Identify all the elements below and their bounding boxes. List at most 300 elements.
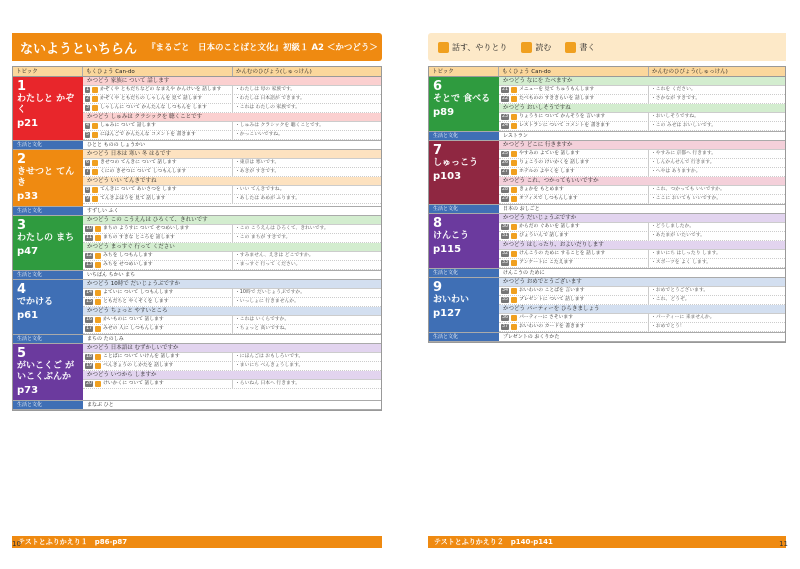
culture-row — [429, 333, 785, 342]
example-text: ・この まちが すきです。 — [235, 235, 291, 240]
page-number: 10 — [12, 540, 21, 548]
culture-row — [13, 401, 381, 410]
table-row — [83, 159, 381, 168]
table-row — [83, 353, 381, 362]
skill-icon — [511, 260, 517, 266]
example-text: ・東京は 寒いです。 — [235, 160, 280, 165]
example-text: ・らいねん 日本へ 行きます。 — [235, 381, 301, 386]
unit-number: 5 — [17, 346, 27, 361]
right-page — [400, 0, 800, 569]
example-text: ・かっこいいですね。 — [235, 132, 283, 137]
cando-cell — [83, 261, 233, 269]
column-example: かんむのひびょう(しゅっけん) — [652, 69, 728, 75]
legend-speak — [438, 42, 507, 53]
table-row — [83, 261, 381, 270]
table-row — [499, 323, 785, 332]
unit-block — [13, 280, 381, 335]
row-number: 26 — [502, 160, 509, 165]
cando-text: メニューを 見て ちゅうもんします — [519, 87, 595, 92]
cando-cell — [499, 168, 649, 176]
legend-label: 書く — [579, 42, 596, 52]
table-row — [83, 186, 381, 195]
row-number: 23 — [502, 114, 509, 119]
unit-name: しゅっこう — [433, 158, 479, 168]
example-text: ・やすみに 京都へ 行きます。 — [651, 151, 717, 156]
cando-cell — [499, 95, 649, 103]
skill-icon — [92, 196, 98, 202]
page-subtitle: 『まるごと 日本のことばと文化』初級１ A2 ＜かつどう＞ — [147, 43, 378, 53]
cando-text: たべものの すききらいを 話します — [519, 96, 595, 101]
table-row — [499, 250, 785, 259]
unit-body — [499, 214, 785, 268]
row-number: 32 — [502, 251, 509, 256]
unit-label — [429, 77, 499, 131]
cando-text: オフィスで しつもんします — [519, 196, 578, 201]
culture-text: レストラン — [503, 133, 528, 139]
unit-label — [429, 141, 499, 204]
table-row — [499, 168, 785, 177]
unit-page: p47 — [17, 246, 39, 257]
cando-text: てんきに ついて あいさつを します — [100, 187, 177, 192]
skill-icon — [95, 326, 101, 332]
activity-title: かつどう この こうえんは ひろくて、きれいです — [83, 216, 381, 225]
cando-cell — [499, 296, 649, 304]
page-header — [12, 33, 382, 61]
table-row — [83, 225, 381, 234]
row-number: 19 — [86, 363, 93, 368]
row-number: 36 — [502, 315, 509, 320]
unit-block — [429, 278, 785, 333]
unit-label — [13, 77, 83, 140]
skill-icon — [95, 235, 101, 241]
unit-page: p61 — [17, 310, 39, 321]
table-row — [499, 232, 785, 241]
cando-text: アンケートに こたえます — [519, 260, 574, 265]
cando-text: かぞくや ともだちの しゃしんを 見て 話します — [100, 96, 203, 101]
activity-title: かつどう いつから しますか — [83, 371, 381, 380]
unit-name: けんこう — [433, 231, 470, 241]
cando-text: かいものに ついて 話します — [103, 317, 164, 322]
skill-icon — [95, 299, 101, 305]
unit-page: p73 — [17, 385, 39, 396]
cando-cell — [83, 325, 233, 333]
unit-body — [499, 77, 785, 131]
example-text: ・ここに おいても いいですか。 — [651, 196, 722, 201]
activity-title: かつどう なにを たべますか — [499, 77, 785, 86]
example-text: ・これ、つかっても いいですか。 — [651, 187, 725, 192]
unit-block — [13, 150, 381, 207]
example-text: ・スポーツを よく します。 — [651, 260, 712, 265]
culture-text: 日本の おしごと — [503, 206, 540, 212]
example-text: ・あしたは あめが ふります。 — [235, 196, 301, 201]
cando-cell — [499, 86, 649, 94]
culture-label: 生活と文化 — [13, 141, 83, 149]
cando-text: レストランに ついて コメントを 書きます — [519, 123, 610, 128]
table-row — [499, 296, 785, 305]
row-number: 2 — [86, 96, 90, 101]
row-number: 4 — [86, 123, 90, 128]
unit-page: p21 — [17, 118, 39, 129]
cando-cell — [499, 186, 649, 194]
unit-block — [13, 77, 381, 141]
example-text: ・にほんごは おもしろいです。 — [235, 354, 304, 359]
unit-block — [429, 141, 785, 205]
cando-cell — [83, 195, 233, 203]
review-banner: テストとふりかえり２ p140-p141 — [428, 536, 786, 548]
example-text: ・これは わたしの 家族です。 — [235, 105, 301, 110]
example-text: ・この こうえんは ひろくて、きれいです。 — [235, 226, 329, 231]
column-cando: もくひょう Can-do — [499, 67, 649, 76]
table-row — [499, 159, 785, 168]
skill-icon — [511, 324, 517, 330]
unit-label — [13, 216, 83, 270]
example-text: ・わたしは 母の 家族です。 — [235, 87, 296, 92]
activity-title: かつどう おめでとうございます — [499, 278, 785, 287]
row-number: 22 — [502, 96, 509, 101]
row-number: 28 — [502, 187, 509, 192]
skill-icon — [92, 123, 98, 129]
row-number: 8 — [86, 187, 90, 192]
cando-text: よていに ついて しつもんします — [103, 290, 174, 295]
skill-icon — [95, 226, 101, 232]
page-number: 11 — [779, 540, 788, 548]
unit-name: でかける — [17, 297, 54, 307]
culture-label: 生活と文化 — [429, 333, 499, 341]
skill-icon — [511, 123, 517, 129]
example-text: ・いい てんきですね。 — [235, 187, 285, 192]
cando-cell — [83, 86, 233, 94]
cando-cell — [83, 186, 233, 194]
skill-icon — [511, 196, 517, 202]
table-row — [83, 95, 381, 104]
culture-text: ひとと ものの しょうかい — [87, 142, 146, 148]
cando-cell — [499, 113, 649, 121]
cando-cell — [83, 131, 233, 139]
cando-cell — [83, 122, 233, 130]
skill-icon — [511, 87, 517, 93]
skill-icon — [92, 160, 98, 166]
unit-name: わたしと かぞく — [17, 94, 75, 115]
speak-icon — [438, 42, 449, 53]
unit-number: 1 — [17, 79, 27, 94]
table-row — [83, 234, 381, 243]
cando-cell — [499, 259, 649, 267]
example-text: ・へやは ありますか。 — [651, 169, 701, 174]
table-row — [83, 86, 381, 95]
unit-block — [13, 216, 381, 271]
read-icon — [521, 42, 532, 53]
skill-icon — [511, 96, 517, 102]
unit-number: 7 — [433, 143, 443, 158]
cando-text: プレゼントに ついて 話します — [519, 297, 585, 302]
activity-title: かつどう いい てんきですね — [83, 177, 381, 186]
activity-title: かつどう 日本語は むずかしいですか — [83, 344, 381, 353]
cando-cell — [499, 323, 649, 331]
activity-title: かつどう どこに 行きますか — [499, 141, 785, 150]
row-number: 15 — [86, 299, 93, 304]
skill-icon — [92, 187, 98, 193]
example-text: ・これは いくらですか。 — [235, 317, 290, 322]
contents-table-right — [428, 66, 786, 343]
cando-text: まちの ようすに ついて せつめいします — [103, 226, 190, 231]
row-number: 17 — [86, 326, 93, 331]
skill-icon — [511, 151, 517, 157]
contents-table-left — [12, 66, 382, 411]
skill-icon — [95, 317, 101, 323]
skill-icon — [95, 381, 101, 387]
legend-write — [565, 42, 595, 53]
example-text: ・まいにち べんきょうします。 — [235, 363, 304, 368]
cando-cell — [499, 159, 649, 167]
skill-icon — [511, 224, 517, 230]
unit-body — [83, 280, 381, 334]
unit-body — [83, 77, 381, 140]
table-row — [83, 252, 381, 261]
cando-text: びょういんで 話します — [519, 233, 569, 238]
cando-text: けいかくに ついて 話します — [103, 381, 164, 386]
row-number: 7 — [86, 169, 90, 174]
skill-icon — [92, 87, 98, 93]
activity-title: かつどう はしったり、およいだりします — [499, 241, 785, 250]
table-row — [83, 362, 381, 371]
table-row — [83, 298, 381, 307]
cando-text: やすみの よていを 話します — [519, 151, 580, 156]
row-number: 1 — [86, 87, 90, 92]
example-text: ・まっすぐ 行って ください。 — [235, 262, 301, 267]
row-number: 5 — [86, 132, 90, 137]
review-banner: テストとふりかえり１ p86-p87 — [12, 536, 382, 548]
skill-icon — [511, 288, 517, 294]
cando-cell — [83, 380, 233, 388]
unit-body — [83, 216, 381, 270]
cando-text: おいわいの ことばを 言います — [519, 288, 585, 293]
cando-text: てんきよほうを 見て 話します — [100, 196, 166, 201]
row-number: 29 — [502, 196, 509, 201]
activity-title: かつどう おいしそうですね — [499, 104, 785, 113]
cando-cell — [499, 232, 649, 240]
row-number: 16 — [86, 317, 93, 322]
table-row — [499, 122, 785, 131]
cando-cell — [499, 287, 649, 295]
skill-icon — [92, 105, 98, 111]
table-row — [499, 259, 785, 268]
cando-cell — [499, 223, 649, 231]
cando-cell — [499, 195, 649, 203]
example-text: ・あきが すきです。 — [235, 169, 280, 174]
cando-cell — [499, 122, 649, 130]
column-topic: トピック — [429, 67, 499, 76]
table-row — [499, 86, 785, 95]
table-row — [83, 122, 381, 131]
page-title: ないようといちらん — [20, 41, 138, 57]
example-text: ・おいしそうですね。 — [651, 114, 699, 119]
cando-text: きせつの てんきに ついて 話します — [100, 160, 177, 165]
culture-row — [429, 205, 785, 214]
cando-cell — [499, 250, 649, 258]
cando-cell — [83, 159, 233, 167]
skill-icon — [511, 315, 517, 321]
cando-text: からだの ぐあいを 話します — [519, 224, 580, 229]
unit-label — [429, 214, 499, 268]
example-text: ・どうしましたか。 — [651, 224, 695, 229]
row-number: 27 — [502, 169, 509, 174]
activity-title: かつどう 家族に ついて 話します — [83, 77, 381, 86]
row-number: 6 — [86, 160, 90, 165]
activity-title: かつどう ちょっと やすいところ — [83, 307, 381, 316]
unit-number: 3 — [17, 218, 27, 233]
unit-body — [83, 150, 381, 206]
row-number: 14 — [86, 290, 93, 295]
column-cando: もくひょう Can-do — [83, 67, 233, 76]
unit-name: きせつと てんき — [17, 167, 75, 188]
culture-row — [13, 141, 381, 150]
table-row — [499, 186, 785, 195]
cando-cell — [499, 150, 649, 158]
cando-text: かぞくや ともだちなどの なまえや かんけいを 話します — [100, 87, 222, 92]
skill-icon — [95, 262, 101, 268]
row-number: 12 — [86, 253, 93, 258]
activity-title: かつどう 日本は 寒い 冬 はるです — [83, 150, 381, 159]
example-text: ・まいにち はしったり します。 — [651, 251, 721, 256]
example-text: ・しんかんせんで 行きます。 — [651, 160, 715, 165]
cando-cell — [83, 362, 233, 370]
culture-text: プレゼントの おくりかた — [503, 334, 560, 340]
cando-cell — [83, 225, 233, 233]
skill-icon — [511, 114, 517, 120]
unit-body — [83, 344, 381, 400]
example-text: ・あたまが いたいです。 — [651, 233, 705, 238]
row-number: 37 — [502, 324, 509, 329]
unit-number: 8 — [433, 216, 443, 231]
culture-text: まなぶ ひと — [87, 402, 114, 408]
unit-label — [13, 344, 83, 400]
unit-number: 6 — [433, 79, 443, 94]
table-row — [83, 380, 381, 389]
cando-text: しゃしんに ついて かんたんな しつもんを します — [100, 105, 207, 110]
unit-page: p115 — [433, 244, 462, 255]
cando-cell — [83, 168, 233, 176]
cando-cell — [83, 234, 233, 242]
skill-icon — [511, 169, 517, 175]
skill-icon — [511, 297, 517, 303]
skill-icon — [95, 363, 101, 369]
column-header — [13, 67, 381, 77]
culture-label: 生活と文化 — [13, 335, 83, 343]
example-text: ・パーティーに 来ませんか。 — [651, 315, 715, 320]
unit-name: そとで 食べる — [433, 94, 491, 104]
example-text: ・さかなが すきです。 — [651, 96, 701, 101]
skill-icon — [92, 169, 98, 175]
unit-label — [13, 150, 83, 206]
table-row — [83, 131, 381, 140]
example-text: ・わたしは 日本語が できます。 — [235, 96, 305, 101]
activity-title: かつどう まっすぐ 行って ください — [83, 243, 381, 252]
table-row — [83, 289, 381, 298]
row-number: 3 — [86, 105, 90, 110]
unit-page: p89 — [433, 107, 455, 118]
culture-row — [429, 269, 785, 278]
cando-cell — [83, 289, 233, 297]
example-text: ・これを ください。 — [651, 87, 696, 92]
cando-text: りょこうの けいかくを 話します — [519, 160, 590, 165]
row-number: 25 — [502, 151, 509, 156]
culture-row — [13, 335, 381, 344]
cando-text: けんこうの ために することを 話します — [519, 251, 606, 256]
unit-name: がいこくご がいこくぶんか — [17, 361, 75, 382]
example-text: ・しゅみは クラシックを 聴くことです。 — [235, 123, 324, 128]
culture-label: 生活と文化 — [13, 207, 83, 215]
cando-cell — [83, 95, 233, 103]
activity-title: かつどう パーティーを ひらきましょう — [499, 305, 785, 314]
row-number: 11 — [86, 235, 93, 240]
cando-text: ともだちと やくそくを します — [103, 299, 169, 304]
unit-label — [429, 278, 499, 332]
write-icon — [565, 42, 576, 53]
row-number: 30 — [502, 224, 509, 229]
culture-label: 生活と文化 — [13, 401, 83, 409]
cando-cell — [83, 316, 233, 324]
unit-number: 9 — [433, 280, 443, 295]
row-number: 31 — [502, 233, 509, 238]
skill-icon — [92, 96, 98, 102]
unit-number: 2 — [17, 152, 27, 167]
example-text: ・おめでとう！ — [651, 324, 685, 329]
table-row — [499, 113, 785, 122]
unit-label — [13, 280, 83, 334]
activity-title: かつどう だいじょうぶですか — [499, 214, 785, 223]
cando-text: りょうりに ついて かんそうを 言います — [519, 114, 606, 119]
skill-icon — [95, 354, 101, 360]
cando-text: きょかを もとめます — [519, 187, 564, 192]
unit-body — [499, 278, 785, 332]
skill-icon — [511, 233, 517, 239]
culture-label: 生活と文化 — [13, 271, 83, 279]
cando-cell — [83, 252, 233, 260]
cando-cell — [83, 353, 233, 361]
culture-text: まちの たのしみ — [87, 336, 124, 342]
culture-row — [13, 271, 381, 280]
row-number: 10 — [86, 226, 93, 231]
table-row — [83, 168, 381, 177]
table-row — [499, 223, 785, 232]
row-number: 33 — [502, 260, 509, 265]
culture-text: けんこうの ために — [503, 270, 545, 276]
example-text: ・おめでとうございます。 — [651, 288, 709, 293]
column-topic: トピック — [13, 67, 83, 76]
example-text: ・10時で だいじょうぶですか。 — [235, 290, 305, 295]
table-row — [83, 195, 381, 204]
culture-row — [13, 207, 381, 216]
example-text: ・ちょっと 高いですね。 — [235, 326, 290, 331]
culture-text: すずしい ふく — [87, 208, 119, 214]
skill-legend — [428, 33, 786, 61]
culture-label: 生活と文化 — [429, 205, 499, 213]
activity-title: かつどう これ、つかってもいいですか — [499, 177, 785, 186]
skill-icon — [95, 290, 101, 296]
culture-row — [429, 132, 785, 141]
row-number: 34 — [502, 288, 509, 293]
table-row — [83, 316, 381, 325]
cando-cell — [83, 104, 233, 112]
row-number: 13 — [86, 262, 93, 267]
cando-text: ホテルの よやくを します — [519, 169, 575, 174]
example-text: ・いっしょに 行きませんか。 — [235, 299, 299, 304]
legend-label: 話す、やりとり — [452, 42, 508, 52]
unit-block — [429, 214, 785, 269]
cando-text: みちを しつもんします — [103, 253, 153, 258]
cando-cell — [499, 314, 649, 322]
example-text: ・すみません、えきは どこですか。 — [235, 253, 314, 258]
